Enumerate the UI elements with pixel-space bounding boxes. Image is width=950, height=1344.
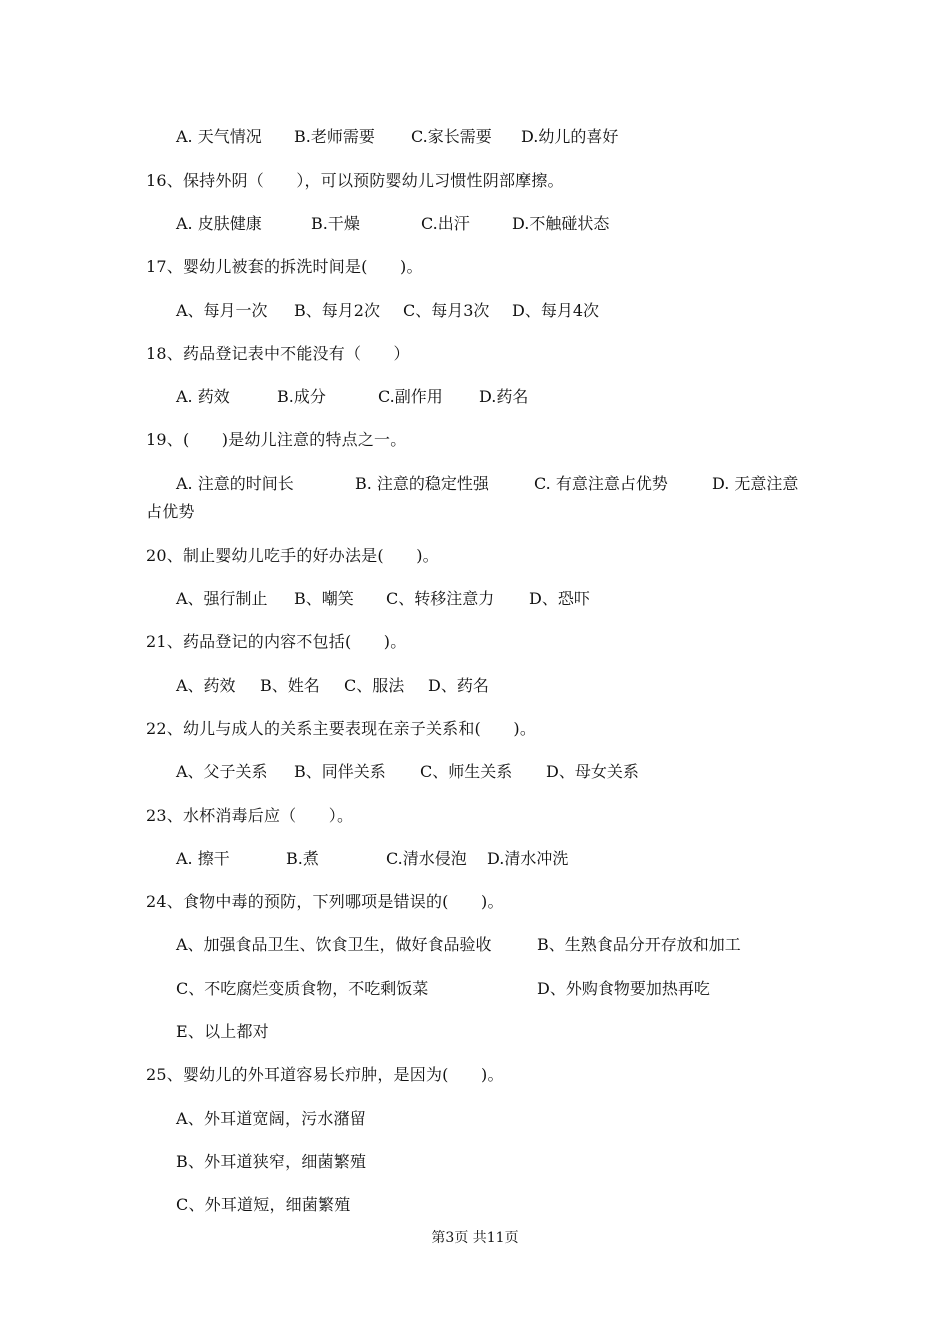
option: B.老师需要	[294, 127, 375, 146]
option: D.药名	[479, 387, 529, 406]
option: A、药效	[176, 676, 236, 695]
q25-option-c: C、外耳道短，细菌繁殖	[176, 1195, 351, 1214]
option: B.成分	[277, 387, 326, 406]
option: D.清水冲洗	[487, 849, 569, 868]
option: B. 注意的稳定性强	[355, 474, 489, 493]
q25-option-a: A、外耳道宽阔，污水潴留	[176, 1109, 366, 1128]
option: C.出汗	[421, 214, 470, 233]
q19-option-continuation: 占优势	[146, 502, 195, 521]
option: A. 擦干	[176, 849, 230, 868]
option: A. 皮肤健康	[176, 214, 262, 233]
question-20: 20、制止婴幼儿吃手的好办法是( )。	[146, 546, 439, 565]
option: D、母女关系	[546, 762, 639, 781]
question-25: 25、婴幼儿的外耳道容易长疖肿，是因为( )。	[146, 1065, 504, 1084]
option: D.幼儿的喜好	[521, 127, 619, 146]
option: B、每月2次	[294, 301, 380, 320]
q24-option-e: E、以上都对	[176, 1022, 269, 1041]
q22-options	[0, 762, 950, 782]
question-17: 17、婴幼儿被套的拆洗时间是( )。	[146, 257, 423, 276]
option: B、同伴关系	[294, 762, 386, 781]
question-16: 16、保持外阴（ ），可以预防婴幼儿习惯性阴部摩擦。	[146, 171, 564, 190]
option: B.干燥	[311, 214, 360, 233]
option: C.家长需要	[411, 127, 492, 146]
q21-options	[0, 676, 950, 696]
option: D.不触碰状态	[512, 214, 610, 233]
option: A、每月一次	[176, 301, 268, 320]
option: D. 无意注意	[712, 474, 799, 493]
q16-options	[0, 214, 950, 234]
question-24: 24、食物中毒的预防，下列哪项是错误的( )。	[146, 892, 504, 911]
q20-options	[0, 589, 950, 609]
option: D、恐吓	[529, 589, 590, 608]
option: D、外购食物要加热再吃	[537, 979, 710, 998]
page-footer: 第3页 共11页	[431, 1230, 519, 1246]
option: C、每月3次	[403, 301, 490, 320]
option: A. 天气情况	[176, 127, 262, 146]
option: A、强行制止	[176, 589, 268, 608]
question-22: 22、幼儿与成人的关系主要表现在亲子关系和( )。	[146, 719, 537, 738]
option: C、服法	[344, 676, 405, 695]
option: B、姓名	[260, 676, 320, 695]
option: A. 注意的时间长	[176, 474, 294, 493]
q19-options	[0, 474, 950, 494]
question-18: 18、药品登记表中不能没有（ ）	[146, 344, 410, 363]
option: B、生熟食品分开存放和加工	[537, 935, 741, 954]
option: C.清水侵泡	[386, 849, 467, 868]
q17-options	[0, 301, 950, 321]
option: A、父子关系	[176, 762, 268, 781]
q15-options	[0, 127, 950, 147]
question-21: 21、药品登记的内容不包括( )。	[146, 632, 407, 651]
option: B、嘲笑	[294, 589, 354, 608]
q18-options	[0, 387, 950, 407]
option: C.副作用	[378, 387, 443, 406]
option: C、转移注意力	[386, 589, 495, 608]
q23-options	[0, 849, 950, 869]
option: C、师生关系	[420, 762, 513, 781]
q24-options-row1	[0, 935, 950, 955]
q24-options-row2	[0, 979, 950, 999]
option: C. 有意注意占优势	[534, 474, 668, 493]
option: A. 药效	[176, 387, 230, 406]
q25-option-b: B、外耳道狭窄，细菌繁殖	[176, 1152, 367, 1171]
option: A、加强食品卫生、饮食卫生，做好食品验收	[176, 935, 492, 954]
option: D、每月4次	[512, 301, 600, 320]
option: B.煮	[286, 849, 319, 868]
question-19: 19、( )是幼儿注意的特点之一。	[146, 430, 407, 449]
question-23: 23、水杯消毒后应（ ）。	[146, 806, 354, 825]
option: D、药名	[428, 676, 489, 695]
option: C、不吃腐烂变质食物，不吃剩饭菜	[176, 979, 429, 998]
